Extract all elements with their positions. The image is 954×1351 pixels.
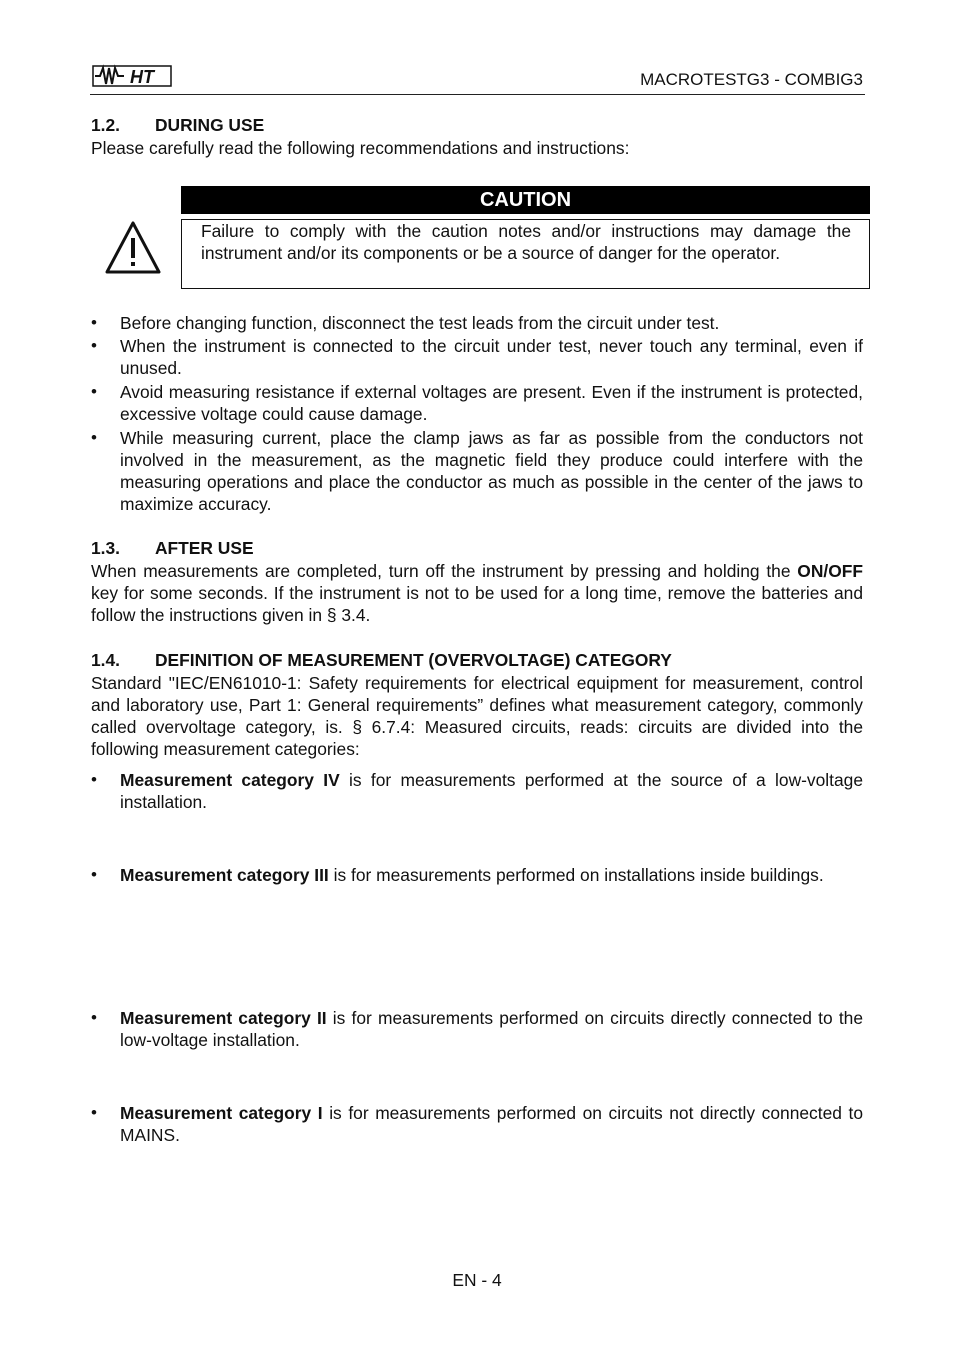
list-item-text: When the instrument is connected to the circuit under test, never touch any terminal, even if unused.	[120, 336, 863, 378]
caution-banner: CAUTION	[181, 186, 870, 214]
page-number: EN - 4	[452, 1270, 502, 1290]
bullet: •	[91, 1103, 97, 1122]
header-divider	[90, 94, 865, 95]
bullet: •	[91, 336, 97, 355]
on-off-key-label: ON/OFF	[797, 561, 863, 581]
category-description: is for measurements performed on circuits not directly connected to MAINS.	[120, 1103, 863, 1145]
section-heading-after-use	[91, 538, 254, 559]
bullet: •	[91, 382, 97, 401]
category-item	[91, 1007, 863, 1051]
ht-logo	[92, 62, 172, 90]
category-item	[91, 1102, 863, 1146]
section-number: 1.2.	[91, 115, 121, 135]
category-description: is for measurements performed on installations inside buildings.	[328, 865, 824, 885]
category-item	[91, 864, 863, 886]
document-title: MACROTESTG3 - COMBIG3	[640, 70, 863, 89]
list-item	[91, 427, 863, 515]
bullet: •	[91, 428, 97, 447]
list-item	[91, 381, 863, 425]
category-name: Measurement category III	[120, 865, 329, 885]
definition-intro: Standard "IEC/EN61010-1: Safety requirements for electrical equipment for measurement, control and laboratory use, Part 1: General requirements” defines what measurement category, commonly called overvoltage category, is. § 6.7.4: Measured circuits, reads: circuits are divided into the following measurement categories:	[91, 673, 863, 759]
section-number: 1.4.	[91, 650, 121, 670]
category-description: is for measurements performed at the source of a low-voltage installation.	[120, 770, 863, 812]
list-item-text: Avoid measuring resistance if external voltages are present. Even if the instrument is protected, excessive voltage could cause damage.	[120, 382, 863, 424]
category-description: is for measurements performed on circuits directly connected to the low-voltage installation.	[120, 1008, 863, 1050]
list-item-text: While measuring current, place the clamp jaws as far as possible from the conductors not involved in the measurement, as the magnetic field they produce could interfere with the measuring operations and place the conductor as much as possible in the center of the jaws to maximize accuracy.	[120, 428, 863, 514]
section-heading-during-use	[91, 115, 264, 136]
section-title: DURING USE	[155, 115, 265, 135]
bullet: •	[91, 865, 97, 884]
category-name: Measurement category I	[120, 1103, 323, 1123]
category-item	[91, 769, 863, 813]
category-name: Measurement category IV	[120, 770, 340, 790]
section-title: DEFINITION OF MEASUREMENT (OVERVOLTAGE) CATEGORY	[155, 650, 672, 670]
list-item-text: Before changing function, disconnect the test leads from the circuit under test.	[120, 313, 720, 333]
list-item	[91, 335, 863, 379]
category-name: Measurement category II	[120, 1008, 327, 1028]
caution-text: Failure to comply with the caution notes and/or instructions may damage the instrument and/or its components or be a source of danger for the operator.	[201, 221, 851, 263]
during-use-intro: Please carefully read the following recommendations and instructions:	[91, 138, 630, 158]
after-use-paragraph: When measurements are completed, turn off the instrument by pressing and holding the ON/OFF key for some seconds. If the instrument is not to be used for a long time, remove the batteries and follow the instructions given in § 3.4.	[91, 561, 863, 625]
warning-triangle-icon	[104, 220, 162, 274]
bullet: •	[91, 1008, 97, 1027]
section-heading-definition	[91, 650, 672, 671]
section-title: AFTER USE	[155, 538, 254, 558]
bullet: •	[91, 313, 97, 332]
logo-text: HT	[130, 67, 154, 87]
list-item	[91, 312, 863, 334]
section-number: 1.3.	[91, 538, 121, 558]
bullet: •	[91, 770, 97, 789]
caution-box	[181, 219, 870, 289]
